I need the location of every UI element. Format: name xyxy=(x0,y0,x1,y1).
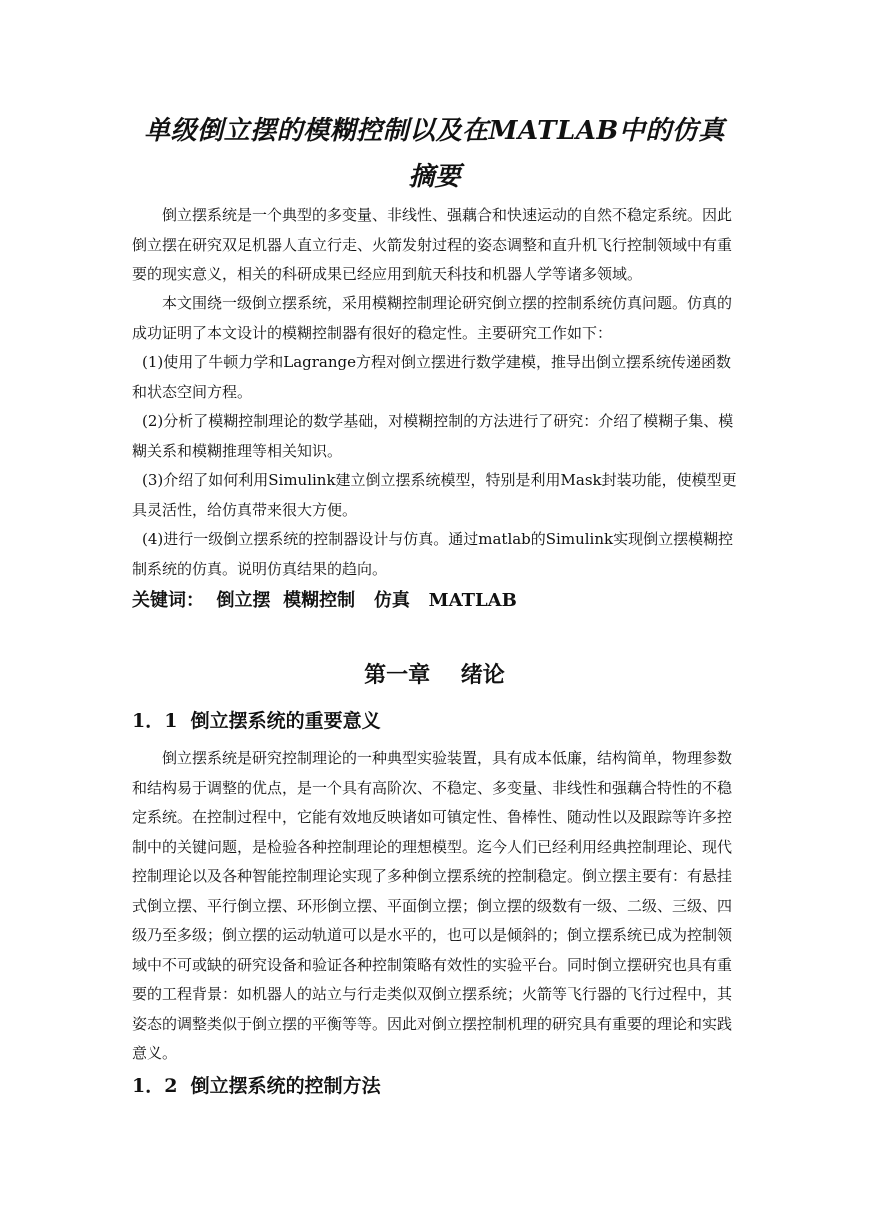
section-heading-1-2: 1．2 倒立摆系统的控制方法 xyxy=(132,1075,381,1097)
abstract-paragraph-1: 倒立摆系统是一个典型的多变量、非线性、强藕合和快速运动的自然不稳定系统。因此倒立摆在研究双足机器人直立行走、火箭发射过程的姿态调整和直升机飞行控制领域中有重要的现实意义，相关的科研成果已经应用到航天科技和机器人学等诸多领域。 xyxy=(132,206,733,283)
abstract-item-1: (1)使用了牛顿力学和Lagrange方程对倒立摆进行数学建模，推导出倒立摆系统传递函数和状态空间方程。 xyxy=(132,353,732,401)
abstract-item-4: (4)进行一级倒立摆系统的控制器设计与仿真。通过matlab的Simulink实现倒立摆模糊控制系统的仿真。说明仿真结果的趋向。 xyxy=(132,530,734,578)
section-heading-1-1: 1．1 倒立摆系统的重要意义 xyxy=(132,710,381,732)
document-title: 单级倒立摆的模糊控制以及在MATLAB中的仿真 xyxy=(144,116,725,146)
abstract-heading: 摘要 xyxy=(408,162,461,192)
keywords-line: 关键词： 倒立摆 模糊控制 仿真 MATLAB xyxy=(132,590,517,611)
abstract-item-3: (3)介绍了如何利用Simulink建立倒立摆系统模型，特别是利用Mask封装功能，使模型更具灵活性，给仿真带来很大方便。 xyxy=(132,471,737,519)
chapter-title: 第一章 绪论 xyxy=(364,662,505,688)
abstract-item-2: (2)分析了模糊控制理论的数学基础，对模糊控制的方法进行了研究：介绍了模糊子集、模糊关系和模糊推理等相关知识。 xyxy=(132,412,734,460)
abstract-paragraph-2: 本文围绕一级倒立摆系统，采用模糊控制理论研究倒立摆的控制系统仿真问题。仿真的成功证明了本文设计的模糊控制器有很好的稳定性。主要研究工作如下： xyxy=(132,294,733,342)
section-1-1-body: 倒立摆系统是研究控制理论的一种典型实验装置，具有成本低廉，结构简单，物理参数和结构易于调整的优点，是一个具有高阶次、不稳定、多变量、非线性和强藕合特性的不稳定系统。在控制过程中，它能有效地反映诸如可镇定性、鲁棒性、随动性以及跟踪等许多控制中的关键问题，是检验各种控制理论的理想模型。迄今人们已经利用经典控制理论、现代控制理论以及各种智能控制理论实现了多种倒立摆系统的控制稳定。倒立摆主要有：有悬挂式倒立摆、平行倒立摆、环形倒立摆、平面倒立摆；倒立摆的级数有一级、二级、三级、四级乃至多级；倒立摆的运动轨道可以是水平的，也可以是倾斜的；倒立摆系统已成为控制领域中不可或缺的研究设备和验证各种控制策略有效性的实验平台。同时倒立摆研究也具有重要的工程背景：如机器人的站立与行走类似双倒立摆系统；火箭等飞行器的飞行过程中，其姿态的调整类似于倒立摆的平衡等等。因此对倒立摆控制机理的研究具有重要的理论和实践意义。 xyxy=(132,749,733,1062)
